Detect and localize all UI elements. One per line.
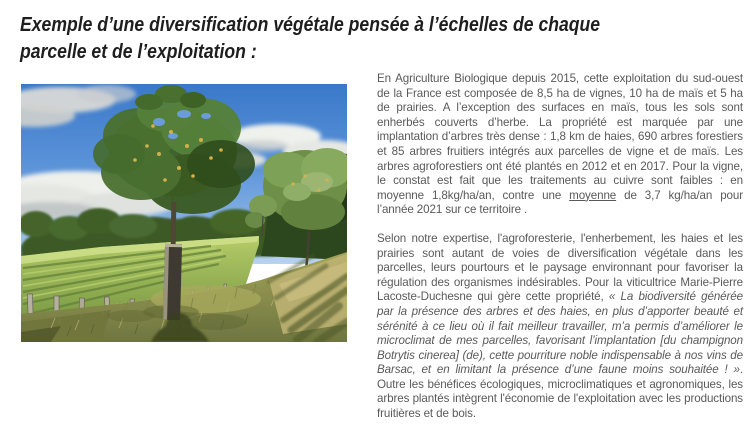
paragraph <box>377 232 743 422</box>
text-segment: Selon notre expertise, l'agroforesterie, l'enherbement, les haies et les prairies sont autant de voies de diversification végétale dans les parcelles, leurs pourtours et le paysage environnant pour favoriser la régulation des organismes indésirables. Pour la viticultrice Marie-Pierre Lacoste-Duchesne qui gère cette propriété, <box>377 231 743 304</box>
text-segment: de 3,7 kg/ha/an pour l’année 2021 sur ce territoire . <box>377 188 743 217</box>
page-title <box>20 12 600 66</box>
quote-italic: « La biodiversité générée par la présence des arbres et des haies, en plus d’apporter beauté et sérénité à ce lieu où il fait meilleur travailler, m’a permis d’améliorer le microclimat de mes parcelles, favorisant l’implantation [du champignon Botrytis cinerea] (de), cette pourriture noble indispensable à nos vins de Barsac, et en limitant la présence d’une faune moins souhaitée ! » <box>377 290 743 377</box>
text-segment: En Agriculture Biologique depuis 2015, cette exploitation du sud-ouest de la France est composée de 8,5 ha de vignes, 10 ha de maïs et 5 ha de prairies. A l’exception des surfaces en maïs, tous les sols sont enherbés couverts d’herbe. La propriété est marquée par une implantation d’arbres très dense : 1,8 km de haies, 690 arbres forestiers et 85 arbres fruitiers intégrés aux parcelles de vigne et de maïs. Les arbres agroforestiers ont été plantés en 2012 et en 2017. Pour la vigne, le constat est fait que les traitements au cuivre sont faibles : en moyenne 1,8kg/ha/an, contre une <box>377 72 743 202</box>
moyenne-link[interactable]: moyenne <box>569 188 617 202</box>
text-segment: . Outre les bénéfices écologiques, microclimatiques et agronomiques, les arbres plantés intègrent l'économie de l'exploitation avec les productions fruitières et de bois. <box>377 363 743 421</box>
tree-stake <box>163 244 182 320</box>
page-title-line1: Exemple d’une diversification végétale pensée à l’échelles de chaque <box>20 14 601 36</box>
paragraph <box>377 72 743 218</box>
article-text <box>377 72 743 436</box>
vineyard-photo-illustration <box>21 84 347 342</box>
vineyard-photo <box>21 84 347 342</box>
page-title-line2: parcelle et de l’exploitation : <box>20 41 257 63</box>
